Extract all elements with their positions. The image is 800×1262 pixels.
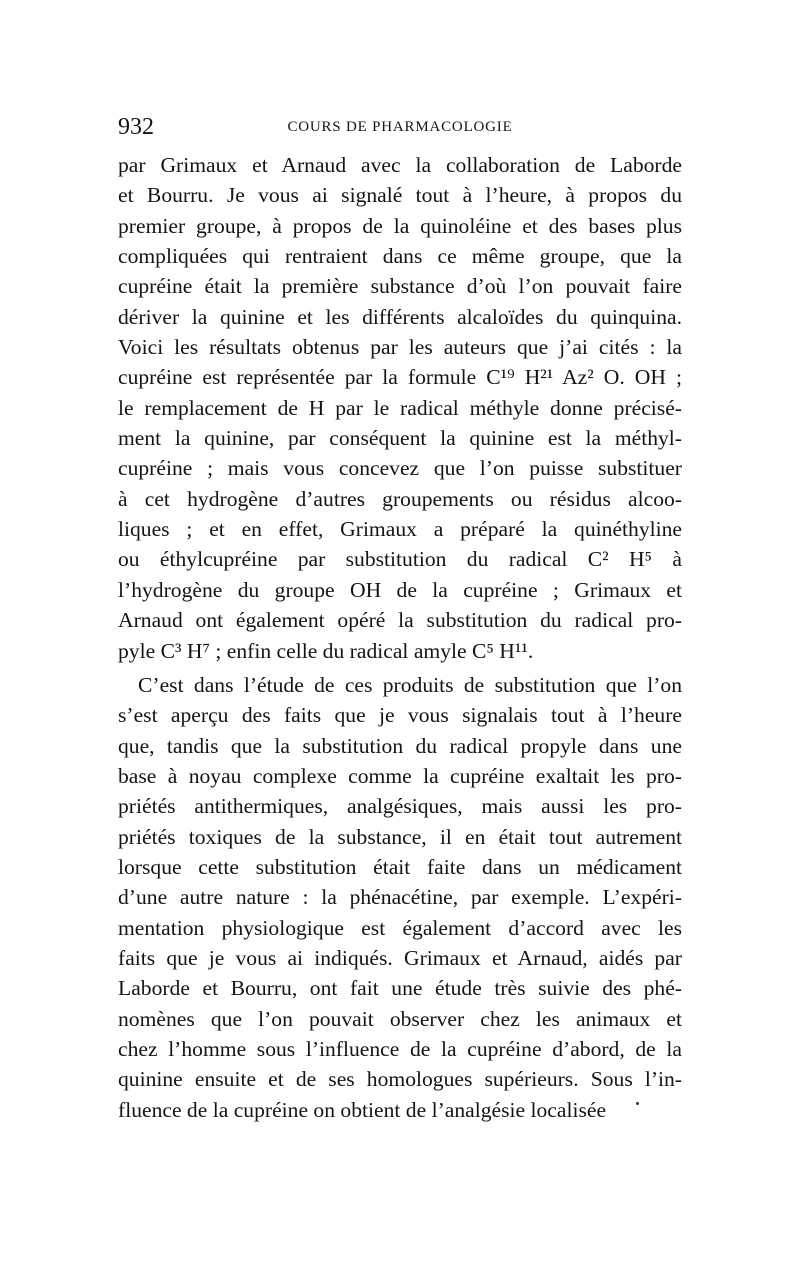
text-line: nomènes que l’on pouvait observer chez les animaux et: [118, 1006, 682, 1031]
text-line: et Bourru. Je vous ai signalé tout à l’heure, à propos du: [118, 183, 682, 208]
text-line: cupréine était la première substance d’où l’on pouvait faire: [118, 274, 682, 299]
text-line: compliquées qui rentraient dans ce même groupe, que la: [118, 244, 682, 269]
text-line: par Grimaux et Arnaud avec la collaboration de Laborde: [118, 153, 682, 177]
text-line: ou éthylcupréine par substitution du radical C² H⁵ à: [118, 547, 682, 572]
text-line: liques ; et en effet, Grimaux a préparé la quinéthyline: [118, 517, 682, 542]
text-line: lorsque cette substitution était faite dans un médicament: [118, 854, 682, 879]
text-line: à cet hydrogène d’autres groupements ou résidus alcoo-: [118, 486, 682, 511]
running-title: COURS DE PHARMACOLOGIE: [287, 119, 513, 135]
text-line: cupréine ; mais vous concevez que l’on puisse substituer: [118, 456, 682, 481]
text-line: faits que je vous ai indiqués. Grimaux et Arnaud, aidés par: [118, 945, 682, 970]
body-text: [118, 150, 682, 1125]
text-line: cupréine est représentée par la formule C¹⁹ H²¹ Az² O. OH ;: [118, 365, 682, 390]
text-line: Laborde et Bourru, ont fait une étude très suivie des phé-: [118, 976, 682, 1001]
text-line: mentation physiologique est également d’accord avec les: [118, 915, 682, 940]
text-line: C’est dans l’étude de ces produits de substitution que l’on: [138, 672, 682, 697]
text-line: quinine ensuite et de ses homologues supérieurs. Sous l’in-: [118, 1067, 682, 1092]
page-header: [118, 114, 682, 144]
text-line: priétés toxiques de la substance, il en était tout autrement: [118, 824, 682, 849]
text-line: Voici les résultats obtenus par les auteurs que j’ai cités : la: [118, 335, 682, 360]
text-line: dériver la quinine et les différents alcaloïdes du quinquina.: [118, 304, 682, 329]
text-line: premier groupe, à propos de la quinoléine et des bases plus: [118, 213, 682, 238]
text-line: le remplacement de H par le radical méthyle donne précisé-: [118, 395, 682, 420]
print-speck: [636, 1102, 639, 1105]
paragraph: [118, 670, 682, 1125]
text-line: pyle C³ H⁷ ; enfin celle du radical amyle C⁵ H¹¹.: [118, 638, 534, 663]
text-line: priétés antithermiques, analgésiques, mais aussi les pro-: [118, 794, 682, 819]
paragraph: [118, 150, 682, 666]
text-line: chez l’homme sous l’influence de la cupréine d’abord, de la: [118, 1036, 682, 1061]
text-line: Arnaud ont également opéré la substitution du radical pro-: [118, 608, 682, 633]
text-line: s’est aperçu des faits que je vous signalais tout à l’heure: [118, 703, 682, 728]
text-line: l’hydrogène du groupe OH de la cupréine ; Grimaux et: [118, 577, 682, 602]
text-line: base à noyau complexe comme la cupréine exaltait les pro-: [118, 763, 682, 788]
page-number: 932: [118, 114, 154, 140]
text-line: ment la quinine, par conséquent la quinine est la méthyl-: [118, 426, 682, 451]
text-line: fluence de la cupréine on obtient de l’analgésie localisée: [118, 1097, 607, 1122]
text-line: que, tandis que la substitution du radical propyle dans une: [118, 733, 682, 758]
text-line: d’une autre nature : la phénacétine, par exemple. L’expéri-: [118, 885, 682, 910]
